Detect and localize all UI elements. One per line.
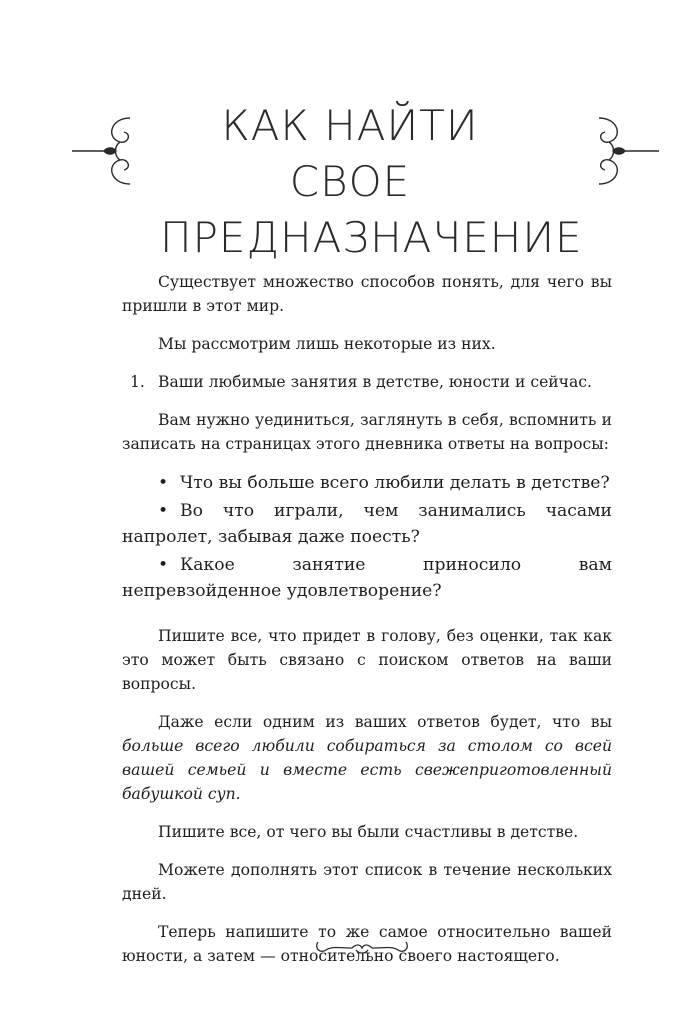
bullet-icon: •: [158, 555, 169, 575]
paragraph: Теперь напишите то же самое относительно вашей юности, а затем — относительно своего настоящего.: [122, 923, 612, 965]
question-list: [122, 470, 612, 604]
list-item-text: Во что играли, чем занимались часами напролет, забывая даже поесть?: [122, 501, 612, 547]
paragraph: Пишите все, что придет в голову, без оценки, так как это может быть связано с поиском ответов на ваши вопросы.: [122, 627, 612, 693]
item-number: 1.: [130, 373, 145, 391]
item-text: Ваши любимые занятия в детстве, юности и сейчас.: [158, 373, 592, 391]
bullet-icon: •: [158, 501, 169, 521]
paragraph: Существует множество способов понять, для чего вы пришли в этот мир.: [122, 273, 612, 315]
flourish-icon: [568, 106, 660, 196]
italic-text: больше всего любили собираться за столом со всей вашей семьей и вместе есть свежеприготовленный бабушкой суп.: [122, 737, 612, 803]
list-item-text: Что вы больше всего любили делать в детстве?: [180, 473, 610, 493]
chapter-header: [0, 92, 700, 262]
paragraph: Мы рассмотрим лишь некоторые из них.: [158, 335, 496, 353]
chapter-title-line1: КАК НАЙТИ СВОЕ: [221, 101, 479, 206]
list-item: [122, 552, 612, 604]
swirl-divider-icon: [312, 934, 412, 958]
paragraph: Вам нужно уединиться, заглянуть в себя, вспомнить и записать на страницах этого дневника ответы на вопросы:: [122, 411, 612, 453]
body-text: [122, 270, 612, 982]
chapter-title-line2: ПРЕДНАЗНАЧЕНИЕ: [160, 213, 583, 262]
paragraph-text: Даже если одним из ваших ответов будет, что вы: [158, 713, 612, 731]
list-item: [122, 470, 612, 496]
paragraph: Пишите все, от чего вы были счастливы в детстве.: [158, 823, 579, 841]
paragraph: Можете дополнять этот список в течение нескольких дней.: [122, 861, 612, 903]
bullet-icon: •: [158, 473, 169, 493]
paragraph: [122, 710, 612, 806]
list-item-text: Какое занятие приносило вам непревзойденное удовлетворение?: [122, 555, 612, 601]
numbered-item: [122, 370, 612, 394]
list-item: [122, 498, 612, 550]
flourish-icon: [70, 106, 160, 196]
chapter-title: [160, 98, 583, 266]
